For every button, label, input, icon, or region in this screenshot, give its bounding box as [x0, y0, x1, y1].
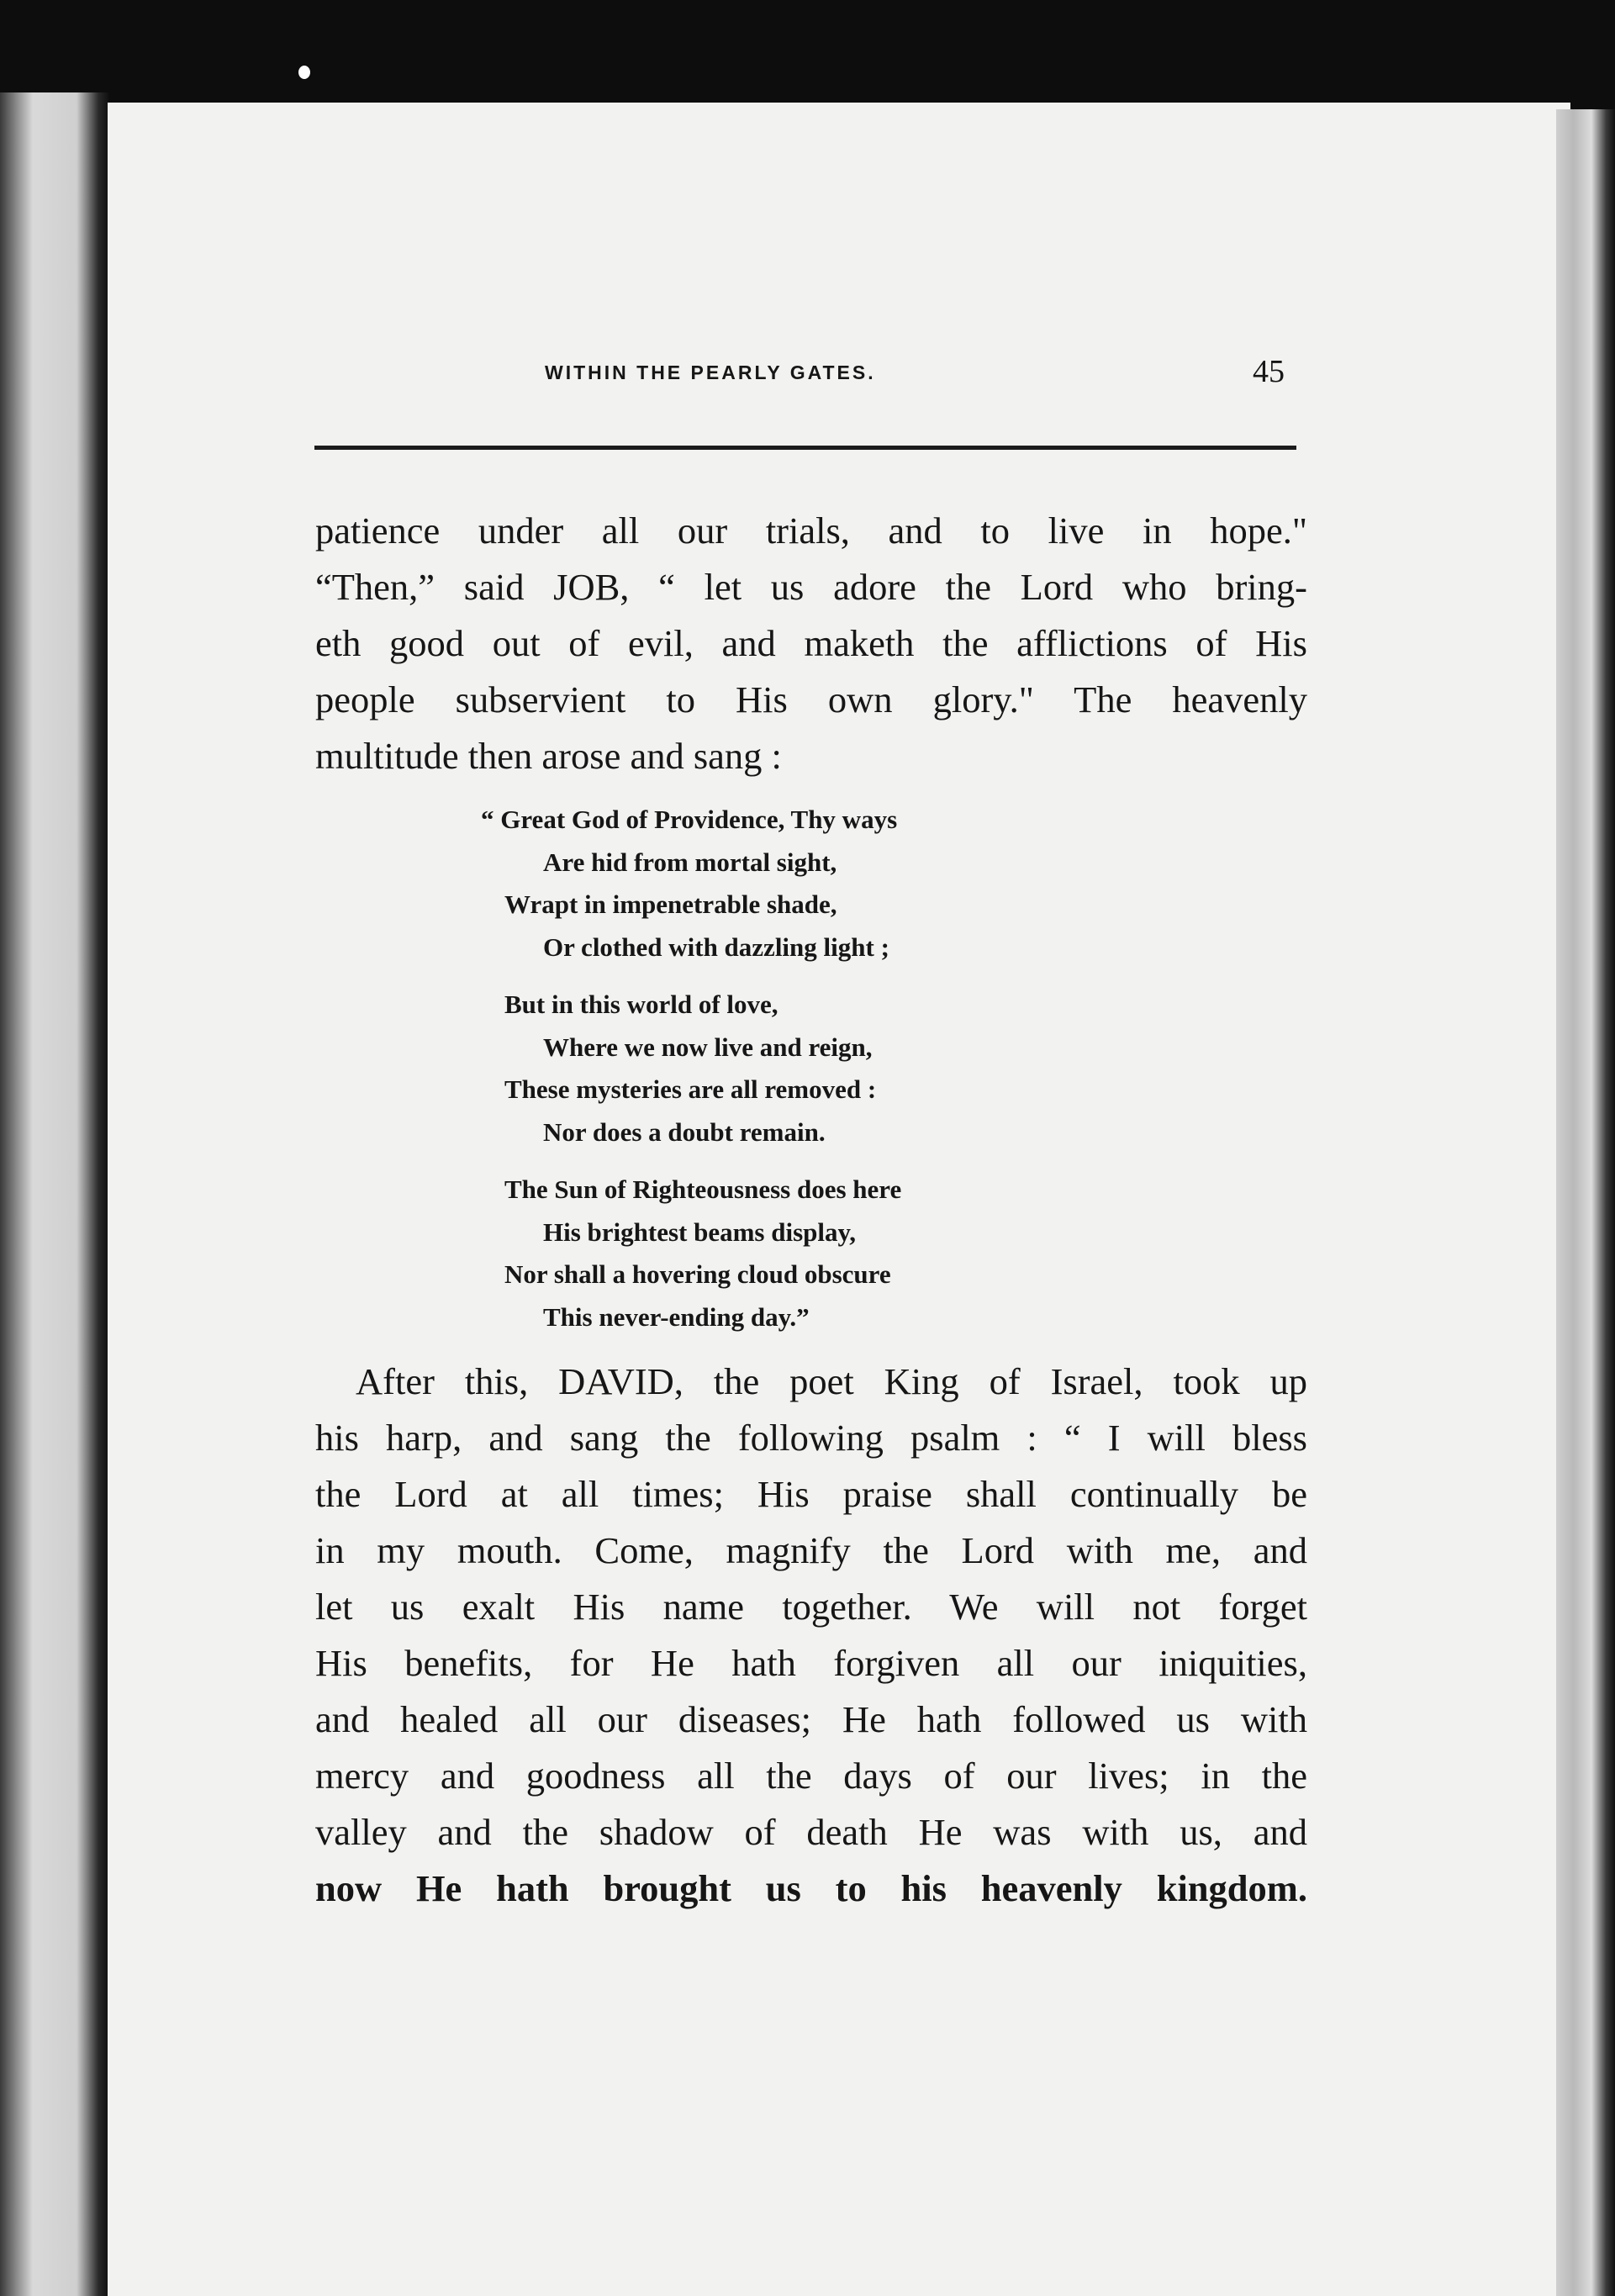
text-line: After this, DAVID, the poet King of Israel, took up [356, 1360, 1307, 1402]
text-line: “Then,” said JOB, “ let us adore the Lord who bring- [315, 566, 1307, 608]
paragraph-top [315, 503, 1307, 784]
text-line: now He hath brought us to his heavenly kingdom. [315, 1867, 1307, 1909]
text-line: mercy and goodness all the days of our lives; in the [315, 1755, 1307, 1797]
dust-speck [298, 66, 310, 79]
poem-line: Are hid from mortal sight, [543, 847, 837, 877]
poem-line: These mysteries are all removed : [504, 1074, 877, 1104]
poem-line: The Sun of Righteousness does here [504, 1174, 902, 1204]
poem-line: But in this world of love, [504, 990, 778, 1019]
text-line: let us exalt His name together. We will not forget [315, 1586, 1307, 1628]
text-line: multitude then arose and sang : [315, 735, 782, 777]
poem-line: “ Great God of Providence, Thy ways [481, 805, 898, 834]
page-header [318, 353, 1310, 404]
text-line: patience under all our trials, and to live in hope." [315, 509, 1307, 552]
poem-line: Or clothed with dazzling light ; [543, 932, 889, 962]
poem [481, 799, 1177, 1338]
text-line: and healed all our diseases; He hath followed us with [315, 1698, 1307, 1740]
page-number: 45 [1253, 354, 1285, 389]
text-line: people subservient to His own glory." The heavenly [315, 678, 1307, 720]
text-line: valley and the shadow of death He was with us, and [315, 1811, 1307, 1853]
poem-line: This never-ending day.” [543, 1301, 810, 1332]
poem-line: Wrapt in impenetrable shade, [504, 889, 837, 919]
poem-stanza [481, 799, 1177, 969]
text-line: His benefits, for He hath forgiven all our iniquities, [315, 1642, 1307, 1684]
poem-line: Where we now live and reign, [543, 1032, 873, 1062]
poem-line: Nor shall a hovering cloud obscure [504, 1259, 891, 1289]
poem-stanza [504, 1169, 1177, 1338]
running-head: WITHIN THE PEARLY GATES. [545, 362, 876, 383]
right-page-edge [1556, 109, 1615, 2296]
text-line: eth good out of evil, and maketh the afflictions of His [315, 622, 1307, 664]
text-line: his harp, and sang the following psalm : “ I will bless [315, 1417, 1307, 1459]
poem-line: His brightest beams display, [543, 1217, 857, 1247]
text-line: the Lord at all times; His praise shall continually be [315, 1473, 1307, 1515]
text-line: in my mouth. Come, magnify the Lord with me, and [315, 1529, 1307, 1571]
poem-stanza [504, 984, 1177, 1153]
paragraph-bottom [315, 1354, 1307, 1917]
left-page-edge [0, 92, 109, 2296]
header-rule [314, 446, 1296, 450]
poem-line: Nor does a doubt remain. [543, 1116, 826, 1147]
